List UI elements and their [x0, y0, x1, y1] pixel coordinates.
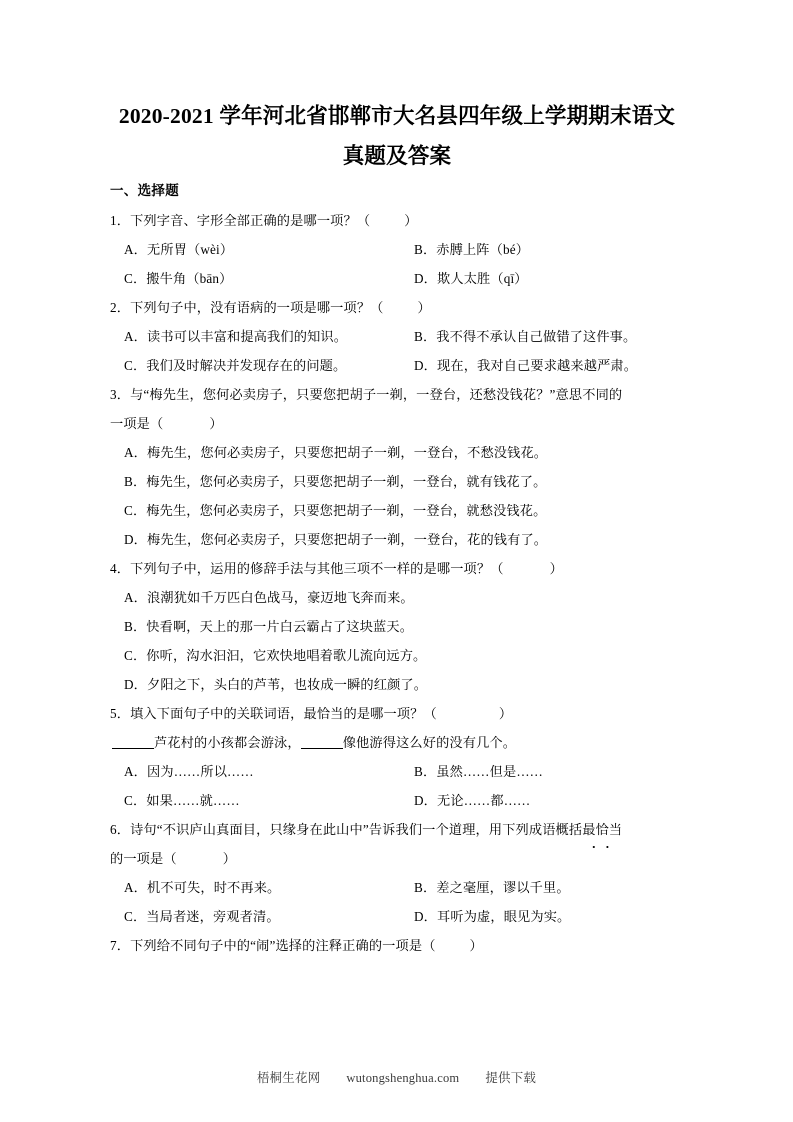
question-3-stem-line-1 — [110, 380, 684, 409]
option-label: A． — [124, 242, 148, 257]
question-7-number: 7． — [110, 938, 131, 953]
question-1-options-row-2 — [110, 264, 684, 293]
question-6-stem-line-2 — [110, 844, 684, 873]
option-label: C． — [124, 648, 147, 663]
question-3-paren-close: ） — [209, 416, 223, 431]
fill-sentence-part-2: 像他游得这么好的没有几个。 — [342, 735, 517, 750]
option-text: 梅先生，您何必卖房子，只要您把胡子一剃，一登台，就愁没钱花。 — [146, 503, 547, 518]
question-2-paren-close: ） — [417, 300, 431, 315]
option-label: A． — [124, 590, 148, 605]
question-6-options-row-1 — [110, 873, 684, 902]
section-heading-choice: 一、选择题 — [110, 183, 179, 198]
option-text: 梅先生，您何必卖房子，只要您把胡子一剃，一登台，不愁没钱花。 — [147, 445, 548, 460]
question-1-stem — [110, 206, 684, 235]
question-1-text: 下列字音、字形全部正确的是哪一项？ — [130, 213, 357, 228]
question-3-option-d — [110, 525, 684, 554]
question-1-paren-close: ） — [404, 213, 418, 228]
question-4-paren-open: （ — [490, 561, 504, 576]
question-3-paren-open: （ — [150, 416, 164, 431]
question-2-option-a — [124, 322, 414, 351]
option-text: 如果……就…… — [146, 793, 240, 808]
option-label: A． — [124, 880, 148, 895]
question-3-text-cont: 一项是 — [110, 416, 151, 431]
question-7-paren-close: ） — [469, 938, 483, 953]
blank-underline-1[interactable] — [112, 748, 154, 749]
option-text: 夕阳之下，头白的芦苇，也妆成一瞬的红颜了。 — [147, 677, 428, 692]
question-5-fill-sentence — [110, 728, 684, 757]
option-text: 机不可失，时不再来。 — [147, 880, 281, 895]
question-6-text: 诗句“不识庐山真面目，只缘身在此山中”告诉我们一个道理，用下列成语概括 — [130, 822, 583, 837]
question-5-option-b — [414, 757, 543, 786]
question-4-option-a — [110, 583, 684, 612]
question-2-paren-open: （ — [370, 300, 384, 315]
question-1-number: 1． — [110, 213, 131, 228]
option-text: 因为……所以…… — [147, 764, 254, 779]
option-label: A． — [124, 764, 148, 779]
option-text: 差之毫厘，谬以千里。 — [436, 880, 570, 895]
question-3-option-b — [110, 467, 684, 496]
footer-site-name: 梧桐生花网 — [256, 1071, 321, 1085]
question-6-emphasis-text: 最恰当 — [582, 815, 622, 844]
question-5-paren-close: ） — [498, 706, 513, 721]
option-text: 梅先生，您何必卖房子，只要您把胡子一剃，一登台，就有钱花了。 — [146, 474, 547, 489]
option-label: D． — [414, 358, 438, 373]
question-6-option-b — [414, 873, 570, 902]
option-label: B． — [414, 764, 437, 779]
question-7-paren-open: （ — [422, 938, 436, 953]
question-2-number: 2． — [110, 300, 131, 315]
question-4-paren-close: ） — [549, 561, 563, 576]
option-label: D． — [124, 532, 148, 547]
option-text: 现在，我对自己要求越来越严肃。 — [437, 358, 638, 373]
option-label: B． — [414, 242, 437, 257]
option-label: B． — [414, 329, 437, 344]
option-text: 搬牛角（bān） — [146, 271, 233, 286]
option-label: D． — [414, 271, 438, 286]
option-label: B． — [414, 880, 437, 895]
option-label: A． — [124, 329, 148, 344]
footer-action-text: 提供下载 — [485, 1071, 537, 1085]
option-text: 快看啊，天上的那一片白云霸占了这块蓝天。 — [146, 619, 414, 634]
question-3-number: 3． — [110, 387, 131, 402]
question-4-text: 下列句子中，运用的修辞手法与其他三项不一样的是哪一项？ — [130, 561, 491, 576]
option-text: 我不得不承认自己做错了这件事。 — [436, 329, 637, 344]
question-1-option-c — [124, 264, 414, 293]
question-4-option-b — [110, 612, 684, 641]
option-label: C． — [124, 503, 147, 518]
question-5-option-d — [414, 786, 530, 815]
question-5-paren-open: （ — [423, 706, 437, 721]
question-6-number: 6． — [110, 822, 131, 837]
option-text: 赤膊上阵（bé） — [436, 242, 530, 257]
option-text: 梅先生，您何必卖房子，只要您把胡子一剃，一登台，花的钱有了。 — [147, 532, 548, 547]
blank-underline-2[interactable] — [301, 748, 343, 749]
question-1-options-row-1 — [110, 235, 684, 264]
question-5-options-row-2 — [110, 786, 684, 815]
option-label: C． — [124, 909, 147, 924]
option-label: C． — [124, 358, 147, 373]
question-2-stem — [110, 293, 684, 322]
question-6-option-c — [124, 902, 414, 931]
option-text: 虽然……但是…… — [436, 764, 543, 779]
question-4-number: 4． — [110, 561, 131, 576]
question-5-option-a — [124, 757, 414, 786]
option-label: B． — [124, 619, 147, 634]
option-label: C． — [124, 793, 147, 808]
question-7-stem — [110, 931, 684, 960]
question-3-option-a — [110, 438, 684, 467]
option-label: D． — [124, 677, 148, 692]
option-text: 读书可以丰富和提高我们的知识。 — [147, 329, 348, 344]
page-title-line-1: 2020-2021 学年河北省邯郸市大名县四年级上学期期末语文 — [118, 104, 676, 128]
page-title-line-2: 真题及答案 — [342, 144, 452, 168]
option-text: 欺人太胜（qī） — [437, 271, 528, 286]
option-text: 浪潮犹如千万匹白色战马，豪迈地飞奔而来。 — [147, 590, 414, 605]
question-1-option-b — [414, 235, 529, 264]
fill-sentence-part-1: 芦花村的小孩都会游泳， — [154, 735, 301, 750]
question-4-option-c — [110, 641, 684, 670]
option-text: 无论……都…… — [437, 793, 531, 808]
question-2-options-row-1 — [110, 322, 684, 351]
option-text: 耳听为虚，眼见为实。 — [437, 909, 571, 924]
question-6-option-a — [124, 873, 414, 902]
question-6-option-d — [414, 902, 570, 931]
question-4-option-d — [110, 670, 684, 699]
question-3-stem-line-2 — [110, 409, 684, 438]
question-2-option-c — [124, 351, 414, 380]
question-5-text: 填入下面句子中的关联词语，最恰当的是哪一项？ — [130, 706, 424, 721]
question-2-option-b — [414, 322, 636, 351]
question-6-paren-open: （ — [163, 851, 177, 866]
question-6-text-cont: 的一项是 — [110, 851, 164, 866]
page-title — [108, 96, 686, 176]
question-5-options-row-1 — [110, 757, 684, 786]
question-1-paren-open: （ — [356, 213, 371, 228]
question-5-number: 5． — [110, 706, 131, 721]
option-text: 我们及时解决并发现存在的问题。 — [146, 358, 347, 373]
option-text: 当局者迷，旁观者清。 — [146, 909, 280, 924]
question-3-text: 与“梅先生，您何必卖房子，只要您把胡子一剃，一登台，还愁没钱花？”意思不同的 — [130, 387, 623, 402]
question-6-stem-line-1 — [110, 815, 684, 844]
option-label: D． — [414, 793, 438, 808]
footer-site-url: wutongshenghua.com — [346, 1071, 460, 1085]
question-6-paren-close: ） — [222, 851, 237, 866]
question-2-text: 下列句子中，没有语病的一项是哪一项？ — [130, 300, 371, 315]
question-7-text: 下列给不同句子中的“闹”选择的注释正确的一项是 — [130, 938, 423, 953]
question-5-stem — [110, 699, 684, 728]
option-label: A． — [124, 445, 148, 460]
option-text: 无所胃（wèi） — [147, 242, 234, 257]
question-2-option-d — [414, 351, 637, 380]
page-footer — [0, 1068, 793, 1086]
option-label: C． — [124, 271, 147, 286]
question-5-option-c — [124, 786, 414, 815]
question-1-option-d — [414, 264, 528, 293]
question-4-stem — [110, 554, 684, 583]
option-label: D． — [414, 909, 438, 924]
question-3-option-c — [110, 496, 684, 525]
question-2-options-row-2 — [110, 351, 684, 380]
document-body — [110, 180, 684, 960]
question-1-option-a — [124, 235, 414, 264]
option-text: 你听，沟水汩汩，它欢快地唱着歌儿流向远方。 — [146, 648, 427, 663]
option-label: B． — [124, 474, 147, 489]
question-6-options-row-2 — [110, 902, 684, 931]
